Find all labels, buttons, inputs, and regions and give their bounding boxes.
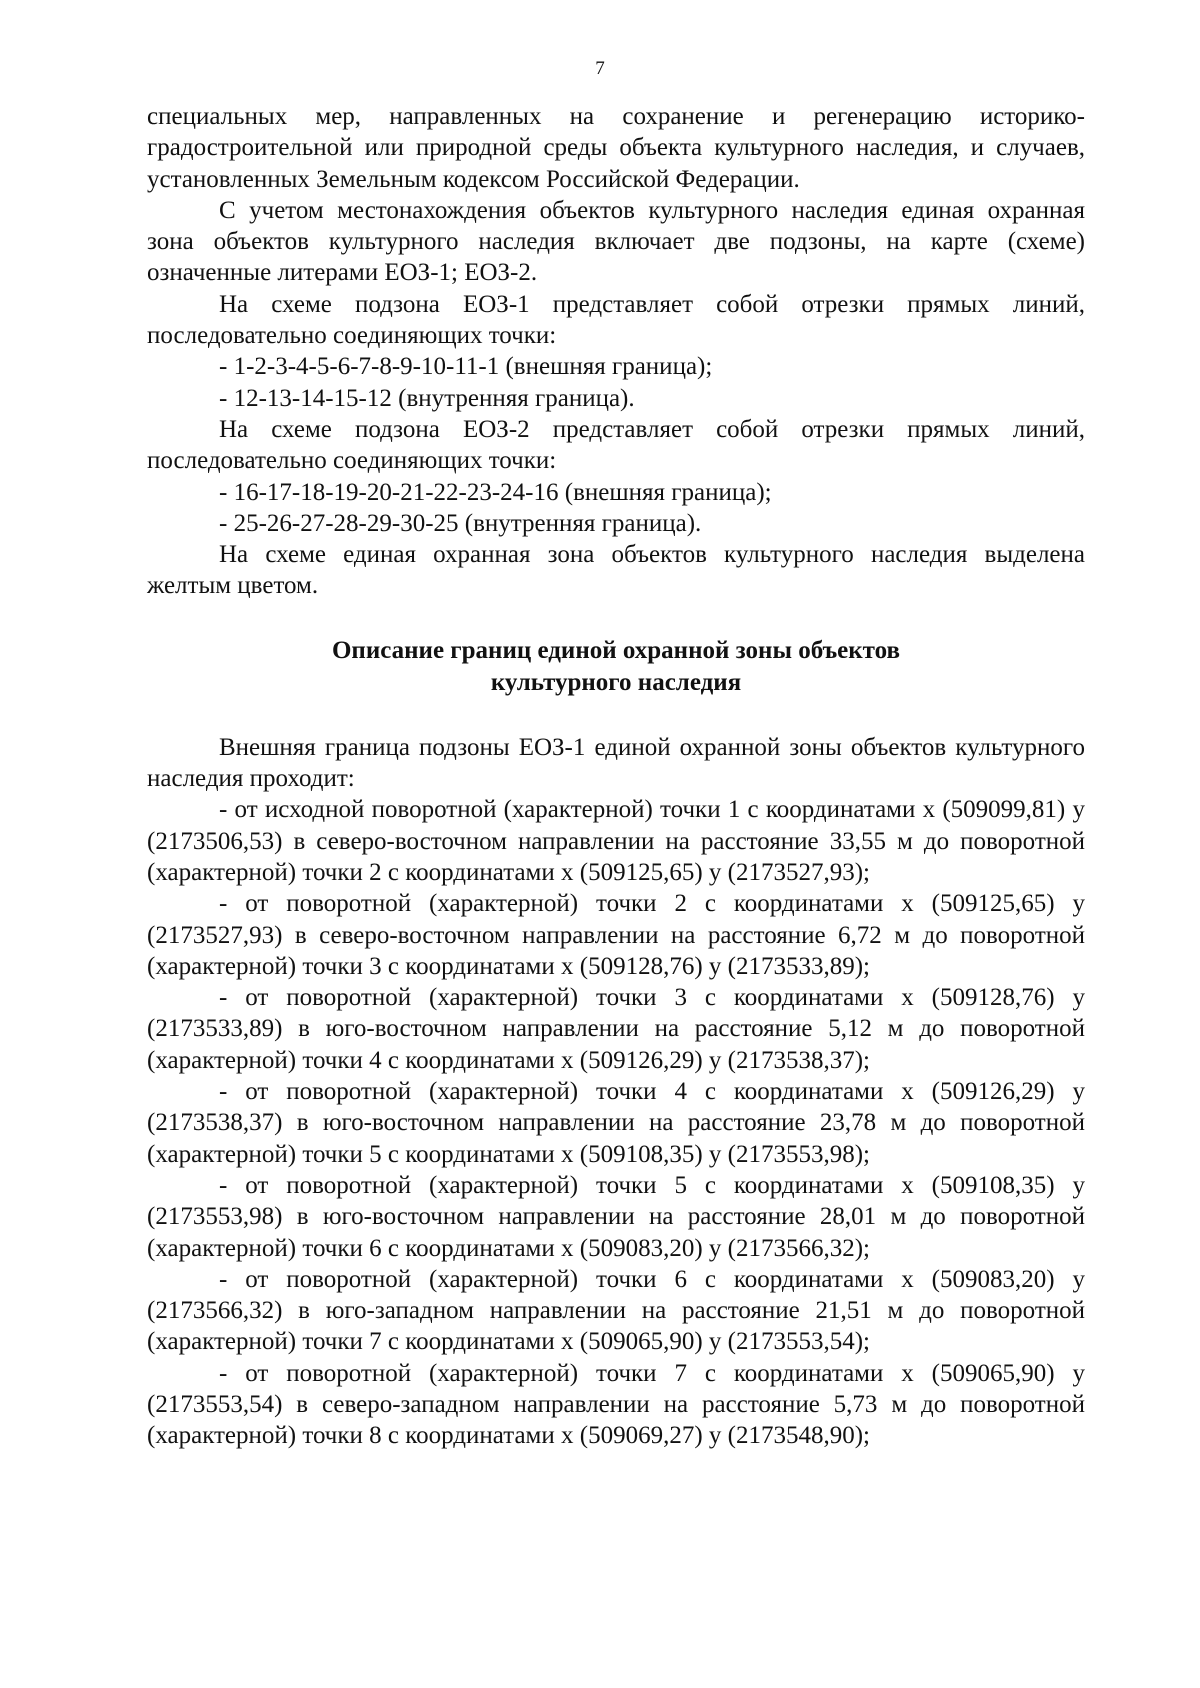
page-number: 7 — [595, 58, 605, 79]
section-heading-line-2: культурного наследия — [490, 668, 742, 696]
paragraph-continuation: специальных мер, направленных на сохранение и регенерацию историко-градостроительной или природной среды объекта культурного наследия, и случаев, установленных Земельным кодексом Российской Федерации. — [147, 103, 1085, 193]
list-item-eoz1-inner: - 12-13-14-15-12 (внутренняя граница). — [219, 384, 635, 412]
paragraph-yellow-zone: На схеме единая охранная зона объектов культурного наследия выделена желтым цветом. — [147, 541, 1085, 600]
boundary-segment-5: - от поворотной (характерной) точки 5 с координатами х (509108,35) у (2173553,98) в юго-восточном направлении на расстояние 28,01 м до поворотной (характерной) точки 6 с координатами х (509083,20) у (2173566,32); — [147, 1171, 1085, 1262]
boundary-segment-7: - от поворотной (характерной) точки 7 с координатами х (509065,90) у (2173553,54) в северо-западном направлении на расстояние 5,73 м до поворотной (характерной) точки 8 с координатами х (509069,27) у (2173548,90); — [147, 1359, 1085, 1450]
list-item-eoz2-inner: - 25-26-27-28-29-30-25 (внутренняя граница). — [219, 509, 702, 537]
boundary-segment-6: - от поворотной (характерной) точки 6 с координатами х (509083,20) у (2173566,32) в юго-западном направлении на расстояние 21,51 м до поворотной (характерной) точки 7 с координатами х (509065,90) у (2173553,54); — [147, 1265, 1085, 1356]
section-heading-line-1: Описание границ единой охранной зоны объектов — [331, 636, 900, 664]
paragraph-eoz1-scheme: На схеме подзона ЕОЗ-1 представляет собой отрезки прямых линий, последовательно соединяющих точки: — [147, 290, 1085, 350]
list-item-eoz1-outer: - 1-2-3-4-5-6-7-8-9-10-11-1 (внешняя граница); — [219, 353, 713, 381]
paragraph-subzones: С учетом местонахождения объектов культурного наследия единая охранная зона объектов культурного наследия включает две подзоны, на карте (схеме) означенные литерами ЕОЗ-1; ЕОЗ-2. — [147, 196, 1085, 287]
boundary-segment-2: - от поворотной (характерной) точки 2 с координатами х (509125,65) у (2173527,93) в северо-восточном направлении на расстояние 6,72 м до поворотной (характерной) точки 3 с координатами х (509128,76) у (2173533,89); — [147, 890, 1085, 980]
document-body — [147, 101, 1085, 1452]
section-heading — [147, 635, 1085, 699]
list-item-eoz2-outer: - 16-17-18-19-20-21-22-23-24-16 (внешняя граница); — [219, 478, 772, 506]
paragraph-eoz2-scheme: На схеме подзона ЕОЗ-2 представляет собой отрезки прямых линий, последовательно соединяющих точки: — [147, 415, 1085, 475]
boundary-segment-1: - от исходной поворотной (характерной) точки 1 с координатами х (509099,81) у (2173506,53) в северо-восточном направлении на расстояние 33,55 м до поворотной (характерной) точки 2 с координатами х (509125,65) у (2173527,93); — [147, 796, 1085, 886]
paragraph-boundary-intro: Внешняя граница подзоны ЕОЗ-1 единой охранной зоны объектов культурного наследия проходит: — [147, 733, 1085, 793]
boundary-segment-4: - от поворотной (характерной) точки 4 с координатами х (509126,29) у (2173538,37) в юго-восточном направлении на расстояние 23,78 м до поворотной (характерной) точки 5 с координатами х (509108,35) у (2173553,98); — [147, 1078, 1085, 1168]
boundary-segment-3: - от поворотной (характерной) точки 3 с координатами х (509128,76) у (2173533,89) в юго-восточном направлении на расстояние 5,12 м до поворотной (характерной) точки 4 с координатами х (509126,29) у (2173538,37); — [147, 984, 1085, 1074]
heading-spacer — [147, 699, 1085, 732]
